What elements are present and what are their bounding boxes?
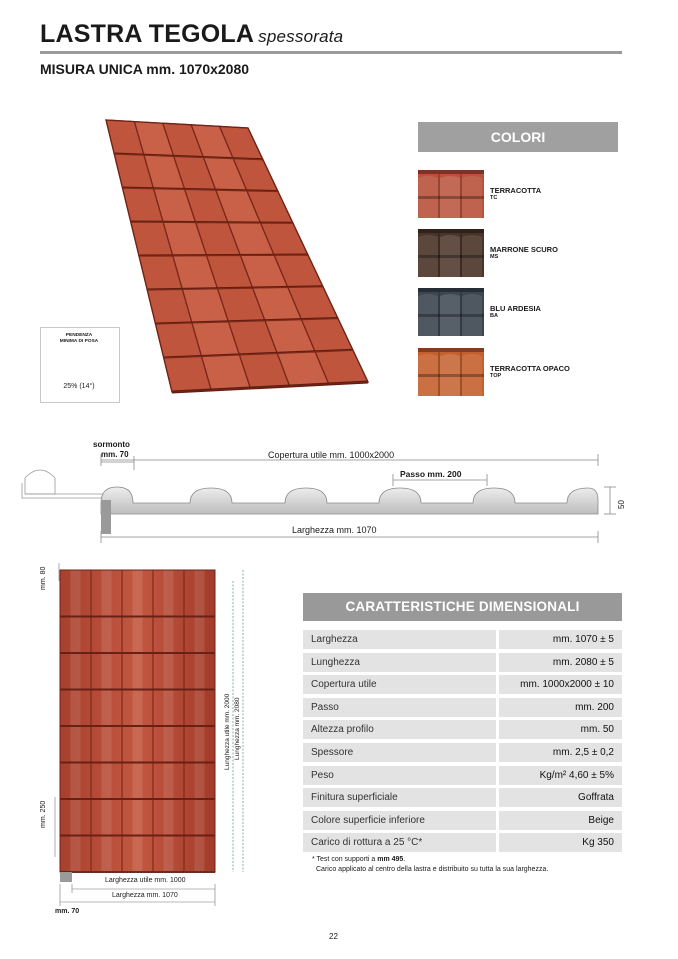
spec-value: mm. 2080 ± 5 xyxy=(499,653,622,672)
color-name: TERRACOTTA xyxy=(490,186,542,195)
color-code: TC xyxy=(490,195,498,201)
spec-value: Beige xyxy=(499,811,622,830)
spec-row xyxy=(303,788,622,807)
color-name: BLU ARDESIA xyxy=(490,304,541,313)
spec-row xyxy=(303,811,622,830)
note-prefix: * Test con supporti a xyxy=(312,856,378,863)
note-bold: mm 495 xyxy=(377,856,404,863)
spec-label: Finitura superficiale xyxy=(303,788,496,807)
title-main: LASTRA TEGOLA xyxy=(40,20,255,48)
color-swatch xyxy=(418,348,484,396)
spec-label: Lunghezza xyxy=(303,653,496,672)
specs-note-1 xyxy=(312,856,405,863)
specs-note-2: Carico applicato al centro della lastra e distribuito su tutta la sua larghezza. xyxy=(316,866,549,873)
copertura-label: Copertura utile mm. 1000x2000 xyxy=(268,450,395,460)
spec-row xyxy=(303,720,622,739)
side-overlap-label: mm. 70 xyxy=(55,908,80,915)
slope-label-line2: MINIMA DI POSA xyxy=(59,339,99,344)
color-code: MS xyxy=(490,254,499,260)
color-name: MARRONE SCURO xyxy=(490,245,558,254)
spec-value: mm. 200 xyxy=(499,698,622,717)
spec-value: Kg 350 xyxy=(499,833,622,852)
sheet-front-view xyxy=(60,570,215,882)
spec-label: Colore superficie inferiore xyxy=(303,811,496,830)
color-name: TERRACOTTA OPACO xyxy=(490,364,570,373)
spec-row xyxy=(303,630,622,649)
color-swatch xyxy=(418,288,484,336)
spec-value: Goffrata xyxy=(499,788,622,807)
larghezza-sheet-label: Larghezza mm. 1070 xyxy=(112,892,178,899)
measure-heading: MISURA UNICA mm. 1070x2080 xyxy=(40,61,250,77)
spec-value: mm. 2,5 ± 0,2 xyxy=(499,743,622,762)
page-number: 22 xyxy=(329,932,338,941)
larghezza-profile-label: Larghezza mm. 1070 xyxy=(292,525,377,535)
spec-row xyxy=(303,653,622,672)
slope-label xyxy=(40,333,118,345)
passo-label: Passo mm. 200 xyxy=(400,469,462,479)
overlap-block xyxy=(101,500,111,534)
spec-row xyxy=(303,766,622,785)
spec-label: Spessore xyxy=(303,743,496,762)
spec-label: Passo xyxy=(303,698,496,717)
color-swatch xyxy=(418,170,484,218)
spec-label: Larghezza xyxy=(303,630,496,649)
spec-row xyxy=(303,833,622,852)
spec-value: mm. 1070 ± 5 xyxy=(499,630,622,649)
sheet-rib xyxy=(102,570,112,872)
roof-sheet-3d xyxy=(106,120,368,392)
altezza-label: 50 xyxy=(617,500,626,509)
spec-row xyxy=(303,698,622,717)
spec-value: mm. 1000x2000 ± 10 xyxy=(499,675,622,694)
color-code: TOP xyxy=(490,373,502,379)
sheet-rib xyxy=(133,570,143,872)
slope-value: 25% (14°) xyxy=(63,383,95,390)
row-height-label: mm. 250 xyxy=(40,800,47,828)
profile-shape xyxy=(101,487,598,514)
spec-value: mm. 50 xyxy=(499,720,622,739)
sheet-rib xyxy=(71,570,81,872)
spec-label: Peso xyxy=(303,766,496,785)
top-overlap-label: mm. 80 xyxy=(40,566,47,590)
larghezza-utile-label: Larghezza utile mm. 1000 xyxy=(105,877,186,884)
lunghezza-label: Lunghezza mm. 2080 xyxy=(234,697,241,760)
spec-label: Copertura utile xyxy=(303,675,496,694)
sheet-rib xyxy=(164,570,174,872)
sormonto-value: mm. 70 xyxy=(101,450,129,459)
sheet-rib xyxy=(195,570,205,872)
title-subtitle: spessorata xyxy=(258,27,344,46)
colors-heading: COLORI xyxy=(418,122,618,152)
slope-label-line1: PENDENZA xyxy=(65,333,93,338)
spec-row xyxy=(303,743,622,762)
note-suffix: . xyxy=(403,856,406,863)
lunghezza-utile-label: Lunghezza utile mm. 2000 xyxy=(224,693,231,770)
spec-label: Altezza profilo xyxy=(303,720,496,739)
color-code: BA xyxy=(490,313,498,319)
spec-value: Kg/m² 4,60 ± 5% xyxy=(499,766,622,785)
spec-label: Carico di rottura a 25 °C* xyxy=(303,833,496,852)
specs-heading: CARATTERISTICHE DIMENSIONALI xyxy=(303,593,622,621)
spec-row xyxy=(303,675,622,694)
color-swatch xyxy=(418,229,484,277)
sormonto-label: sormonto xyxy=(93,440,130,449)
